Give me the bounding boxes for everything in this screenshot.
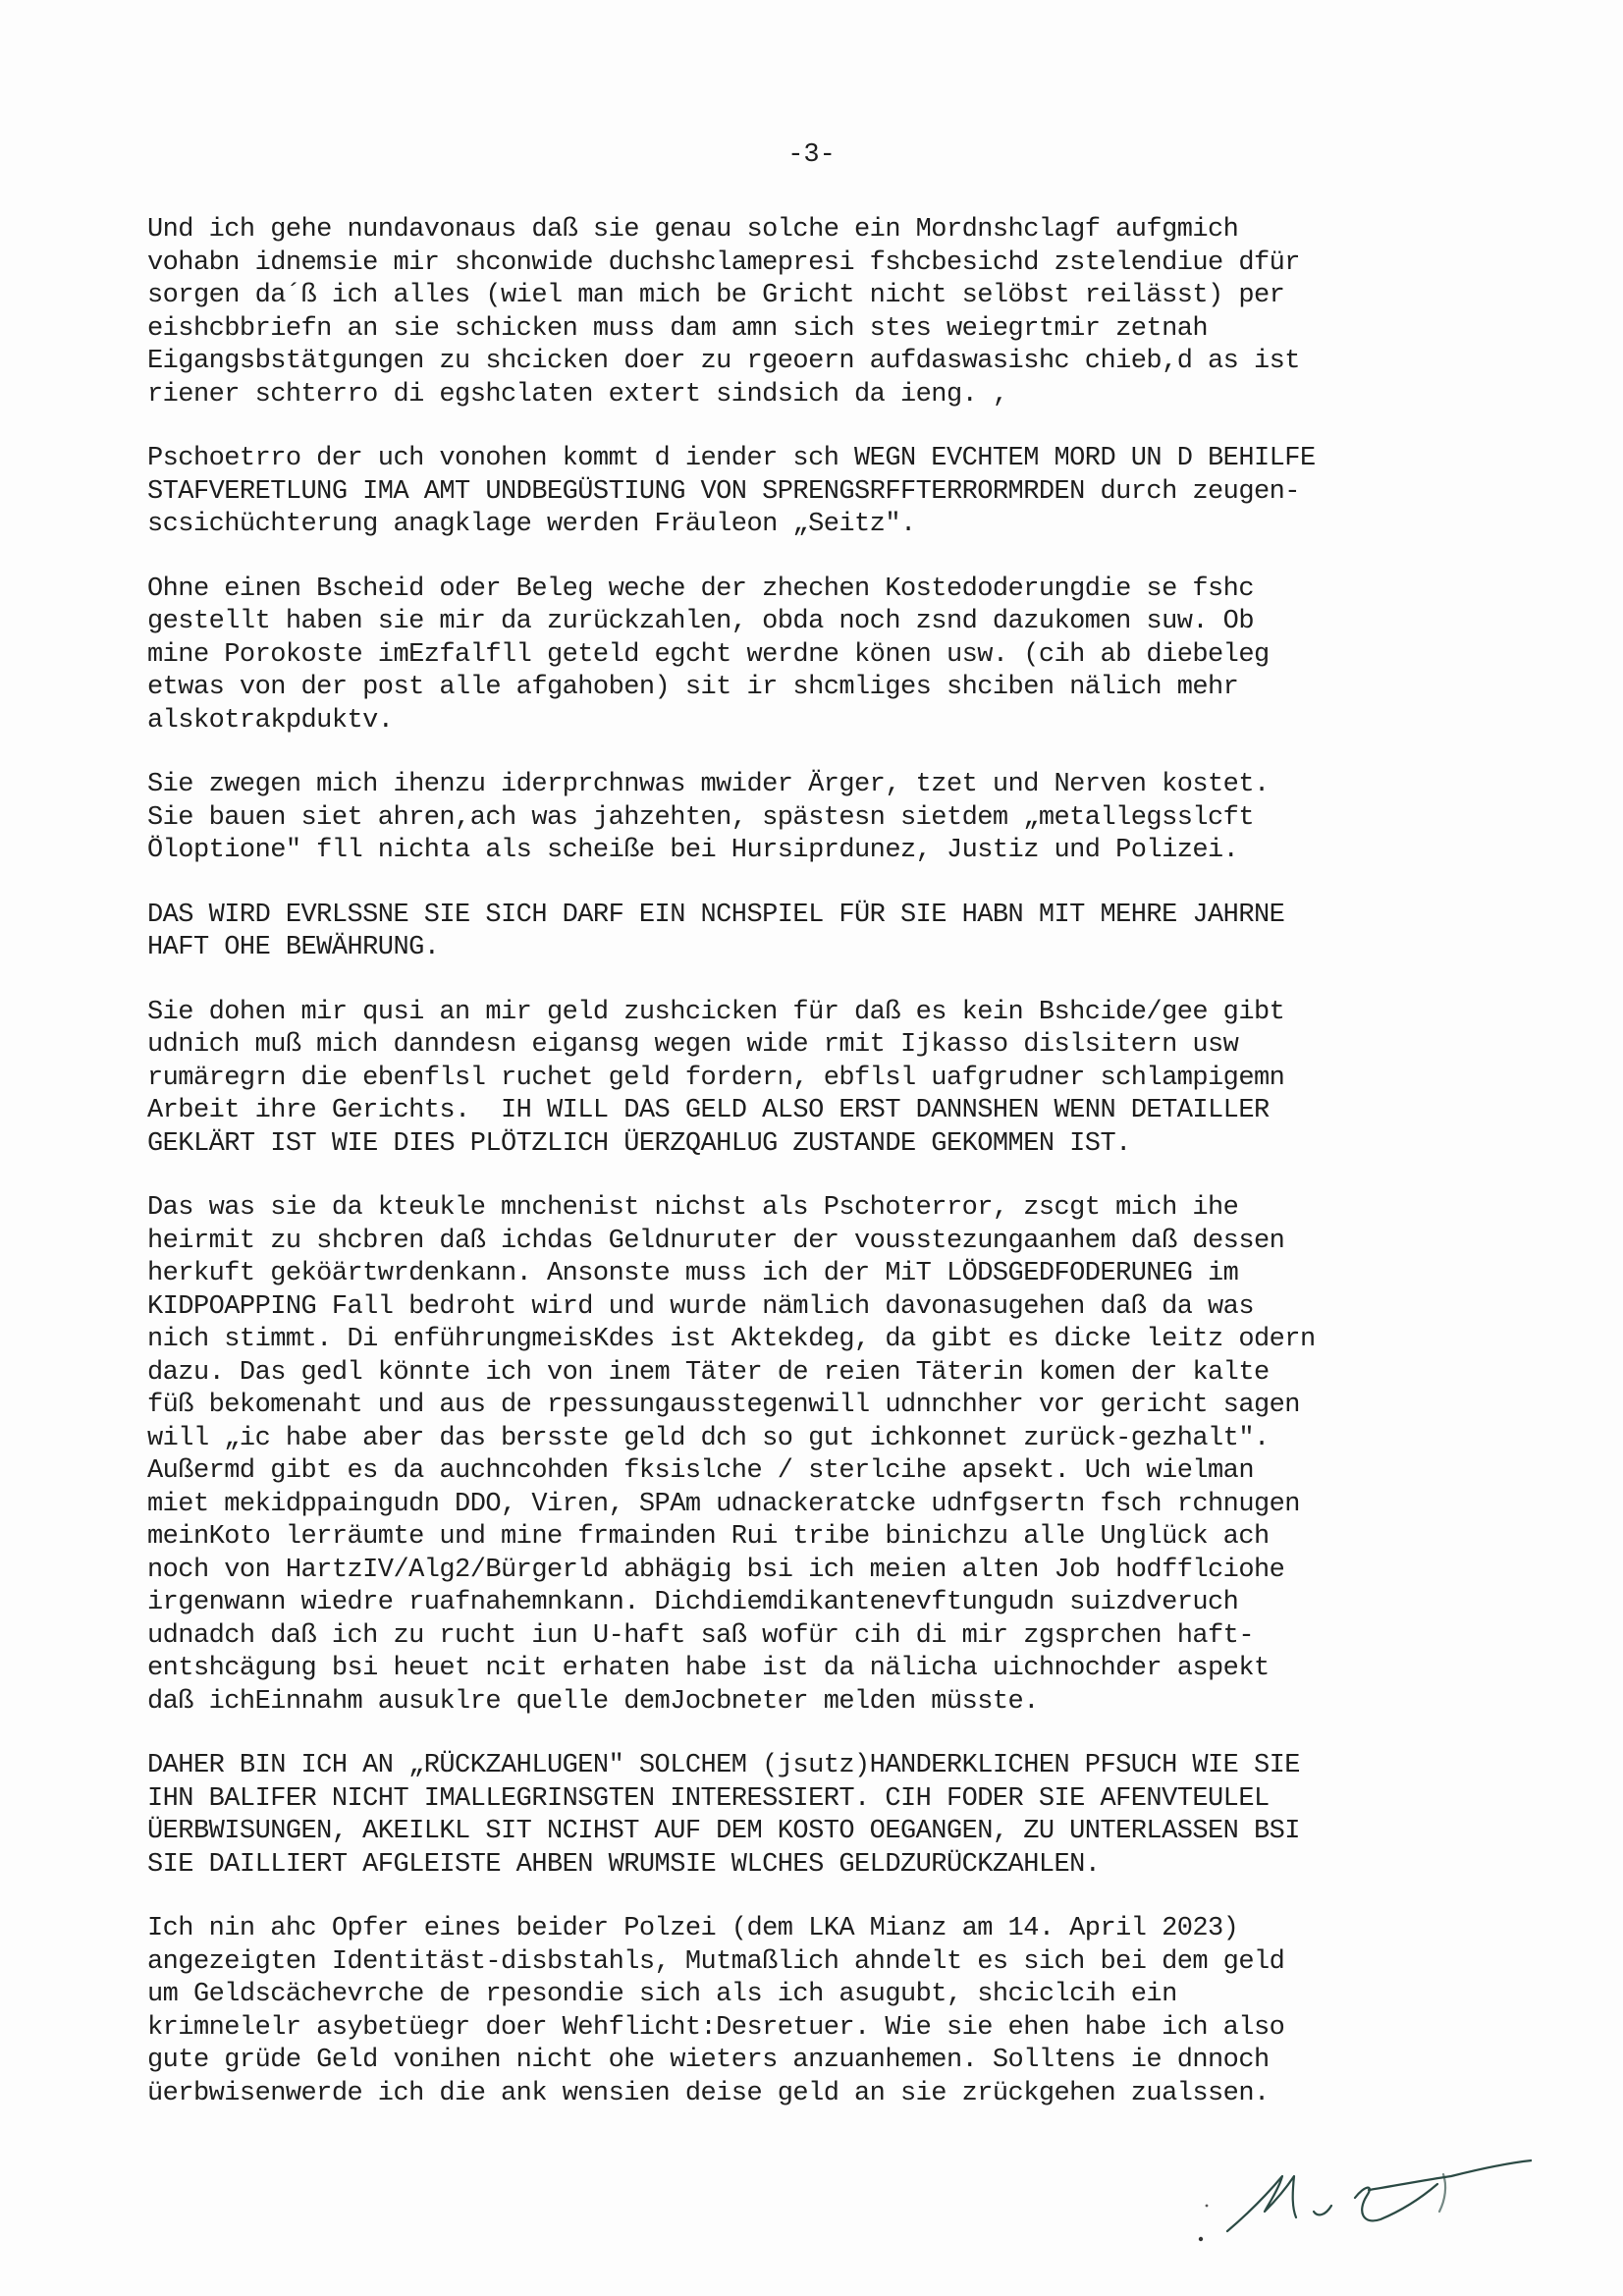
text-line: STAFVERETLUNG IMA AMT UNDBEGÜSTIUNG VON SPRENGSRFFTERRORMRDEN durch zeugen- [147, 476, 1300, 507]
text-line: um Geldscächevrche de rpesondie sich als ich asugubt, shciclcih ein [147, 1980, 1177, 2009]
text-line: Öloptione" fll nichta als scheiße bei Hursiprdunez, Justiz und Polizei. [147, 836, 1239, 865]
text-line: irgenwann wiedre ruafnahemnkann. Dichdiemdikantenevftungudn suizdveruch [147, 1588, 1239, 1617]
text-line: Ich nin ahc Opfer eines beider Polzei (dem LKA Mianz am 14. April 2023) [147, 1914, 1239, 1943]
text-line: heirmit zu shcbren daß ichdas Geldnuruter der vousstezungaanhem daß dessen [147, 1226, 1285, 1256]
ink-dot [1206, 2205, 1209, 2208]
text-line: GEKLÄRT IST WIE DIES PLÖTZLICH ÜERZQAHLUG ZUSTANDE GEKOMMEN IST. [147, 1128, 1131, 1159]
text-line: füß bekomenaht und aus de rpessungausstegenwill udnnchher vor gericht sagen [147, 1391, 1300, 1420]
letter-body [147, 214, 1542, 2142]
text-line: alskotrakpduktv. [147, 705, 394, 736]
text-line: eishcbbriefn an sie schicken muss dam amn sich stes weiegrtmir zetnah [147, 313, 1209, 344]
text-line: noch von HartzIV/Alg2/Bürgerld abhägig bsi ich meien alten Job hodfflciohe [147, 1555, 1285, 1585]
text-line: Eigangsbstätgungen zu shcicken doer zu rgeoern aufdaswasishc chieb,d as ist [147, 347, 1300, 376]
text-line: nich stimmt. Di enführungmeisKdes ist Aktekdeg, da gibt es dicke leitz odern [147, 1325, 1316, 1354]
text-line: SIE DAILLIERT AFGLEISTE AHBEN WRUMSIE WLCHES GELDZURÜCKZAHLEN. [147, 1849, 1101, 1880]
text-line: entshcägung bsi heuet ncit erhaten habe ist da nälicha uichnochder aspekt [147, 1654, 1270, 1683]
text-line: Außermd gibt es da auchncohden fksislche / sterlcihe apsekt. Uch wielman [147, 1456, 1254, 1486]
text-line: angezeigten Identitäst-disbstahls, Mutmaßlich ahndelt es sich bei dem geld [147, 1946, 1285, 1977]
paragraph [147, 1192, 1542, 1719]
text-line: dazu. Das gedl könnte ich von inem Täter de reien Täterin komen der kalte [147, 1357, 1270, 1388]
paragraph [147, 443, 1542, 542]
text-line: riener schterro di egshclaten extert sindsich da ieng. , [147, 379, 1008, 410]
text-line: krimnelelr asybetüegr doer Wehflicht:Desretuer. Wie sie ehen habe ich also [147, 2012, 1285, 2043]
text-line: miet mekidppaingudn DDO, Viren, SPAm udnackeratcke udnfgsertn fsch rchnugen [147, 1489, 1300, 1519]
text-line: DAHER BIN ICH AN „RÜCKZAHLUGEN" SOLCHEM (jsutz)HANDERKLICHEN PFSUCH WIE SIE [147, 1751, 1300, 1780]
paragraph [147, 214, 1542, 411]
text-line: Arbeit ihre Gerichts. IH WILL DAS GELD ALSO ERST DANNSHEN WENN DETAILLER [147, 1096, 1270, 1125]
text-line: mine Porokoste imEzfalfll geteld egcht werdne könen usw. (cih ab diebeleg [147, 639, 1270, 670]
text-line: Sie zwegen mich ihenzu iderprchnwas mwider Ärger, tzet und Nerven kostet. [147, 770, 1270, 799]
text-line: udnich muß mich danndesn eigansg wegen wide rmit Ijkasso dislsitern usw [147, 1030, 1239, 1060]
text-line: HAFT OHE BEWÄHRUNG. [147, 933, 440, 962]
signature-icon [1198, 2141, 1532, 2249]
text-line: IHN BALIFER NICHT IMALLEGRINSGTEN INTERESSIERT. CIH FODER SIE AFENVTEULEL [147, 1783, 1270, 1814]
page-number: -3- [787, 140, 836, 170]
text-line: vohabn idnemsie mir shconwide duchshclamepresi fshcbesichd zstelendiue dfür [147, 247, 1300, 278]
text-line: KIDPOAPPING Fall bedroht wird und wurde nämlich davonasugehen daß da was [147, 1291, 1254, 1322]
text-line: sorgen da´ß ich alles (wiel man mich be Gricht nicht selöbst reilässt) per [147, 281, 1285, 310]
text-line: daß ichEinnahm ausuklre quelle demJocbneter melden müsste. [147, 1686, 1039, 1717]
text-line: gestellt haben sie mir da zurückzahlen, obda noch zsnd dazukomen suw. Ob [147, 607, 1254, 636]
text-line: meinKoto lerräumte und mine frmainden Rui tribe binichzu alle Unglück ach [147, 1522, 1270, 1552]
signature-strokes [1198, 2141, 1532, 2249]
text-line: etwas von der post alle afgahoben) sit ir shcmliges shciben nälich mehr [147, 673, 1239, 702]
text-line: üerbwisenwerde ich die ank wensien deise geld an sie zrückgehen zualssen. [147, 2078, 1270, 2108]
text-line: herkuft geköärtwrdenkann. Ansonste muss ich der MiT LÖDSGEDFODERUNEG im [147, 1259, 1239, 1288]
ink-dot [1199, 2237, 1203, 2241]
text-line: udnadch daß ich zu rucht iun U-haft saß wofür cih di mir zgsprchen haft- [147, 1620, 1254, 1651]
text-line: Sie dohen mir qusi an mir geld zushcicken für daß es kein Bshcide/gee gibt [147, 997, 1285, 1027]
paragraph [147, 1750, 1542, 1882]
text-line: gute grüde Geld vonihen nicht ohe wieters anzuanhemen. Solltens ie dnnoch [147, 2046, 1270, 2075]
text-line: Ohne einen Bscheid oder Beleg weche der zhechen Kostedoderungdie se fshc [147, 574, 1254, 604]
text-line: ÜERBWISUNGEN, AKEILKL SIT NCIHST AUF DEM KOSTO OEGANGEN, ZU UNTERLASSEN BSI [147, 1817, 1300, 1846]
text-line: Sie bauen siet ahren,ach was jahzehten, spästesn sietdem „metallegsslcft [147, 802, 1254, 833]
text-line: DAS WIRD EVRLSSNE SIE SICH DARF EIN NCHSPIEL FÜR SIE HABN MIT MEHRE JAHRNE [147, 900, 1285, 930]
text-line: Pschoetrro der uch vonohen kommt d iender sch WEGN EVCHTEM MORD UN D BEHILFE [147, 444, 1316, 473]
text-line: will „ic habe aber das bersste geld dch so gut ichkonnet zurück-gezhalt". [147, 1423, 1270, 1453]
paragraph [147, 769, 1542, 868]
text-line: Das was sie da kteukle mnchenist nichst als Pschoterror, zscgt mich ihe [147, 1193, 1239, 1223]
paragraph [147, 574, 1542, 738]
text-line: rumäregrn die ebenflsl ruchet geld fordern, ebflsl uafgrudner schlampigemn [147, 1063, 1285, 1093]
paragraph [147, 900, 1542, 965]
paragraph [147, 1913, 1542, 2110]
paragraph [147, 997, 1542, 1162]
text-line: Und ich gehe nundavonaus daß sie genau solche ein Mordnshclagf aufgmich [147, 215, 1239, 245]
text-line: scsichüchterung anagklage werden Fräuleon „Seitz". [147, 510, 916, 539]
